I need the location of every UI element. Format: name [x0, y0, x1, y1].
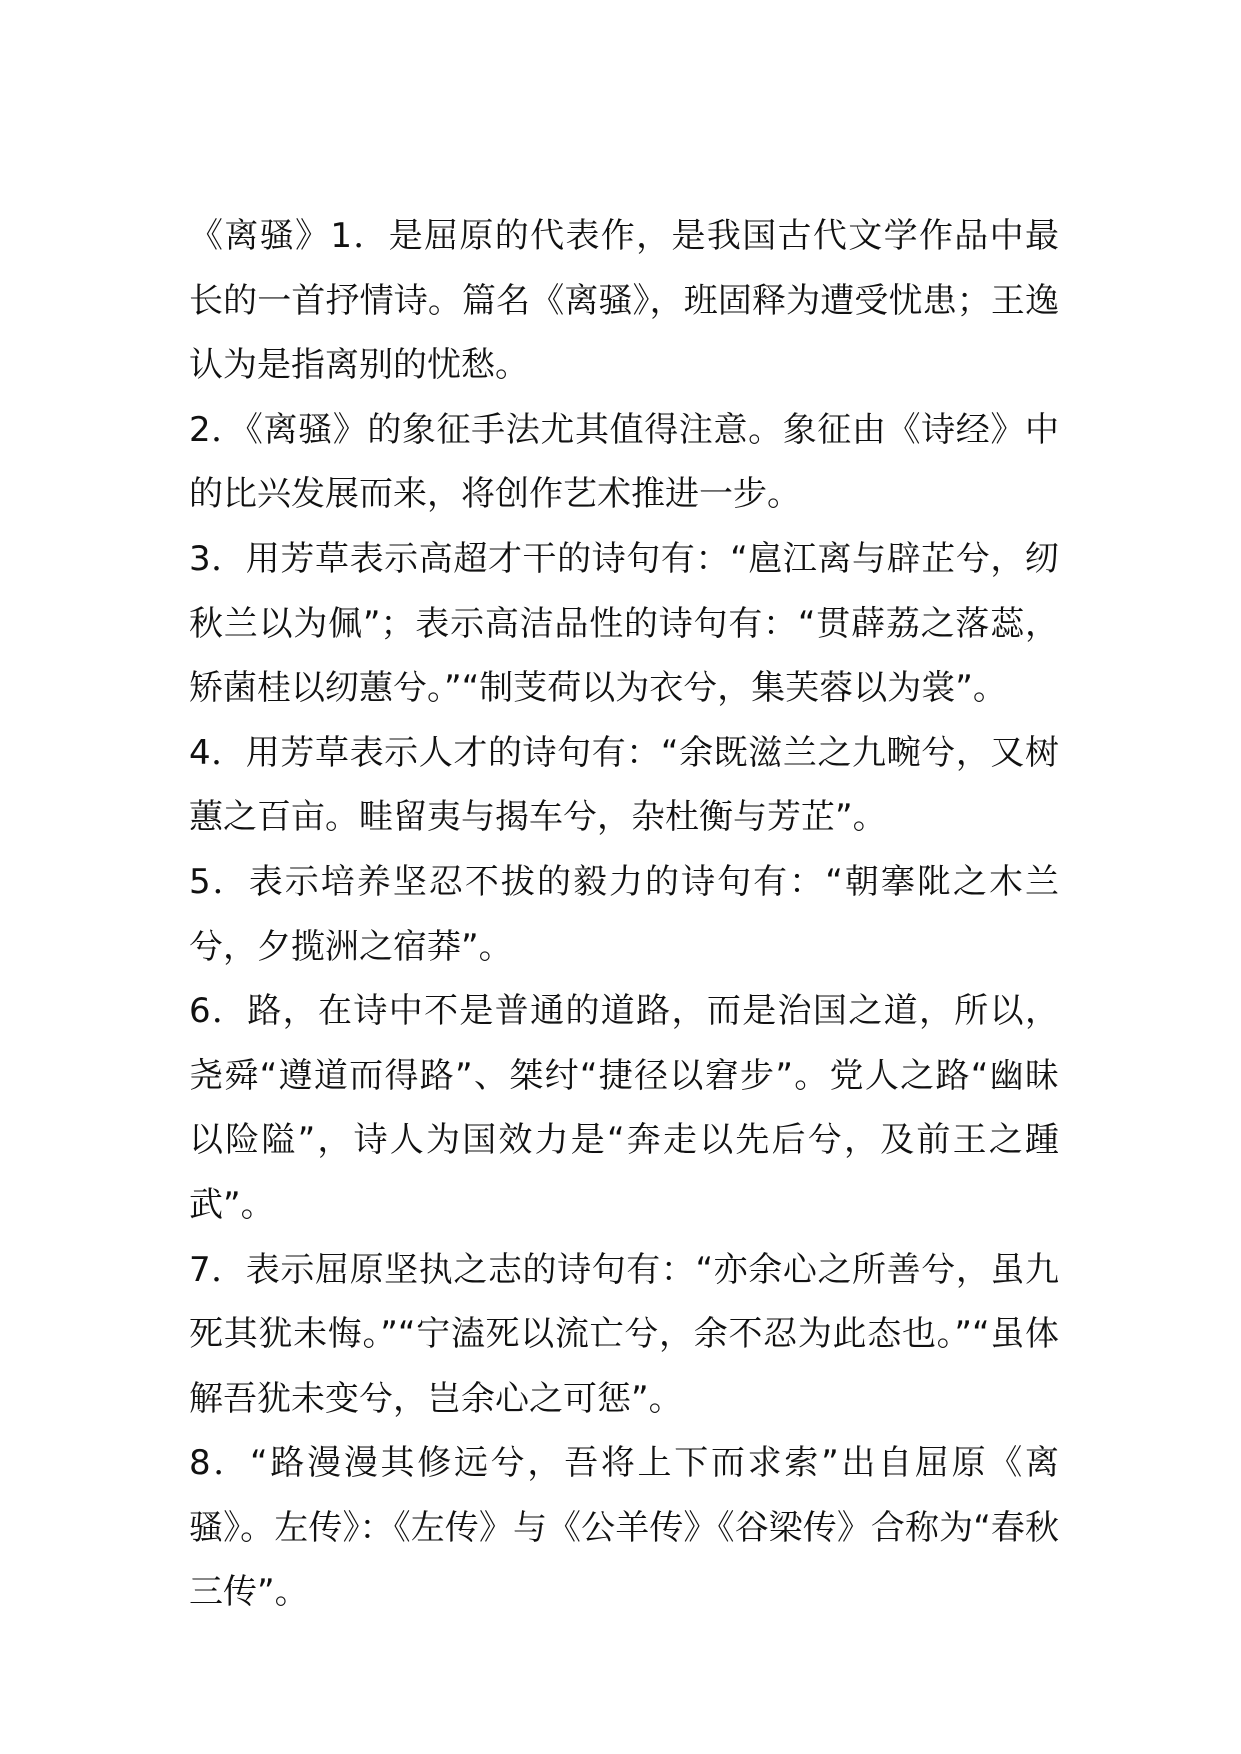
- document-body: [189, 204, 1059, 1625]
- paragraph-8: 8．“路漫漫其修远兮，吾将上下而求索”出自屈原《离骚》。左传》：《左传》与《公羊传》《谷梁传》合称为“春秋三传”。: [189, 1443, 1059, 1613]
- paragraph-2: 2．《离骚》的象征手法尤其值得注意。象征由《诗经》中的比兴发展而来，将创作艺术推进一步。: [189, 409, 1059, 515]
- paragraph-6: 6．路，在诗中不是普通的道路，而是治国之道，所以，尧舜“遵道而得路”、桀纣“捷径以窘步”。党人之路“幽昧以险隘”，诗人为国效力是“奔走以先后兮，及前王之踵武”。: [189, 991, 1059, 1225]
- paragraph-4: 4．用芳草表示人才的诗句有：“余既滋兰之九畹兮，又树蕙之百亩。畦留夷与揭车兮，杂杜衡与芳芷”。: [189, 732, 1059, 838]
- paragraph-5: 5．表示培养坚忍不拔的毅力的诗句有：“朝搴阰之木兰兮，夕揽洲之宿莽”。: [189, 861, 1059, 967]
- paragraph-1: 《离骚》1．是屈原的代表作，是我国古代文学作品中最长的一首抒情诗。篇名《离骚》，班固释为遭受忧患；王逸认为是指离别的忧愁。: [189, 216, 1059, 386]
- paragraph-3: 3．用芳草表示高超才干的诗句有：“扈江离与辟芷兮，纫秋兰以为佩”；表示高洁品性的诗句有：“贯薜荔之落蕊，矫菌桂以纫蕙兮。”“制芰荷以为衣兮，集芙蓉以为裳”。: [189, 538, 1059, 709]
- paragraph-7: 7．表示屈原坚执之志的诗句有：“亦余心之所善兮，虽九死其犹未悔。”“宁溘死以流亡兮，余不忍为此态也。”“虽体解吾犹未变兮，岂余心之可惩”。: [189, 1249, 1059, 1419]
